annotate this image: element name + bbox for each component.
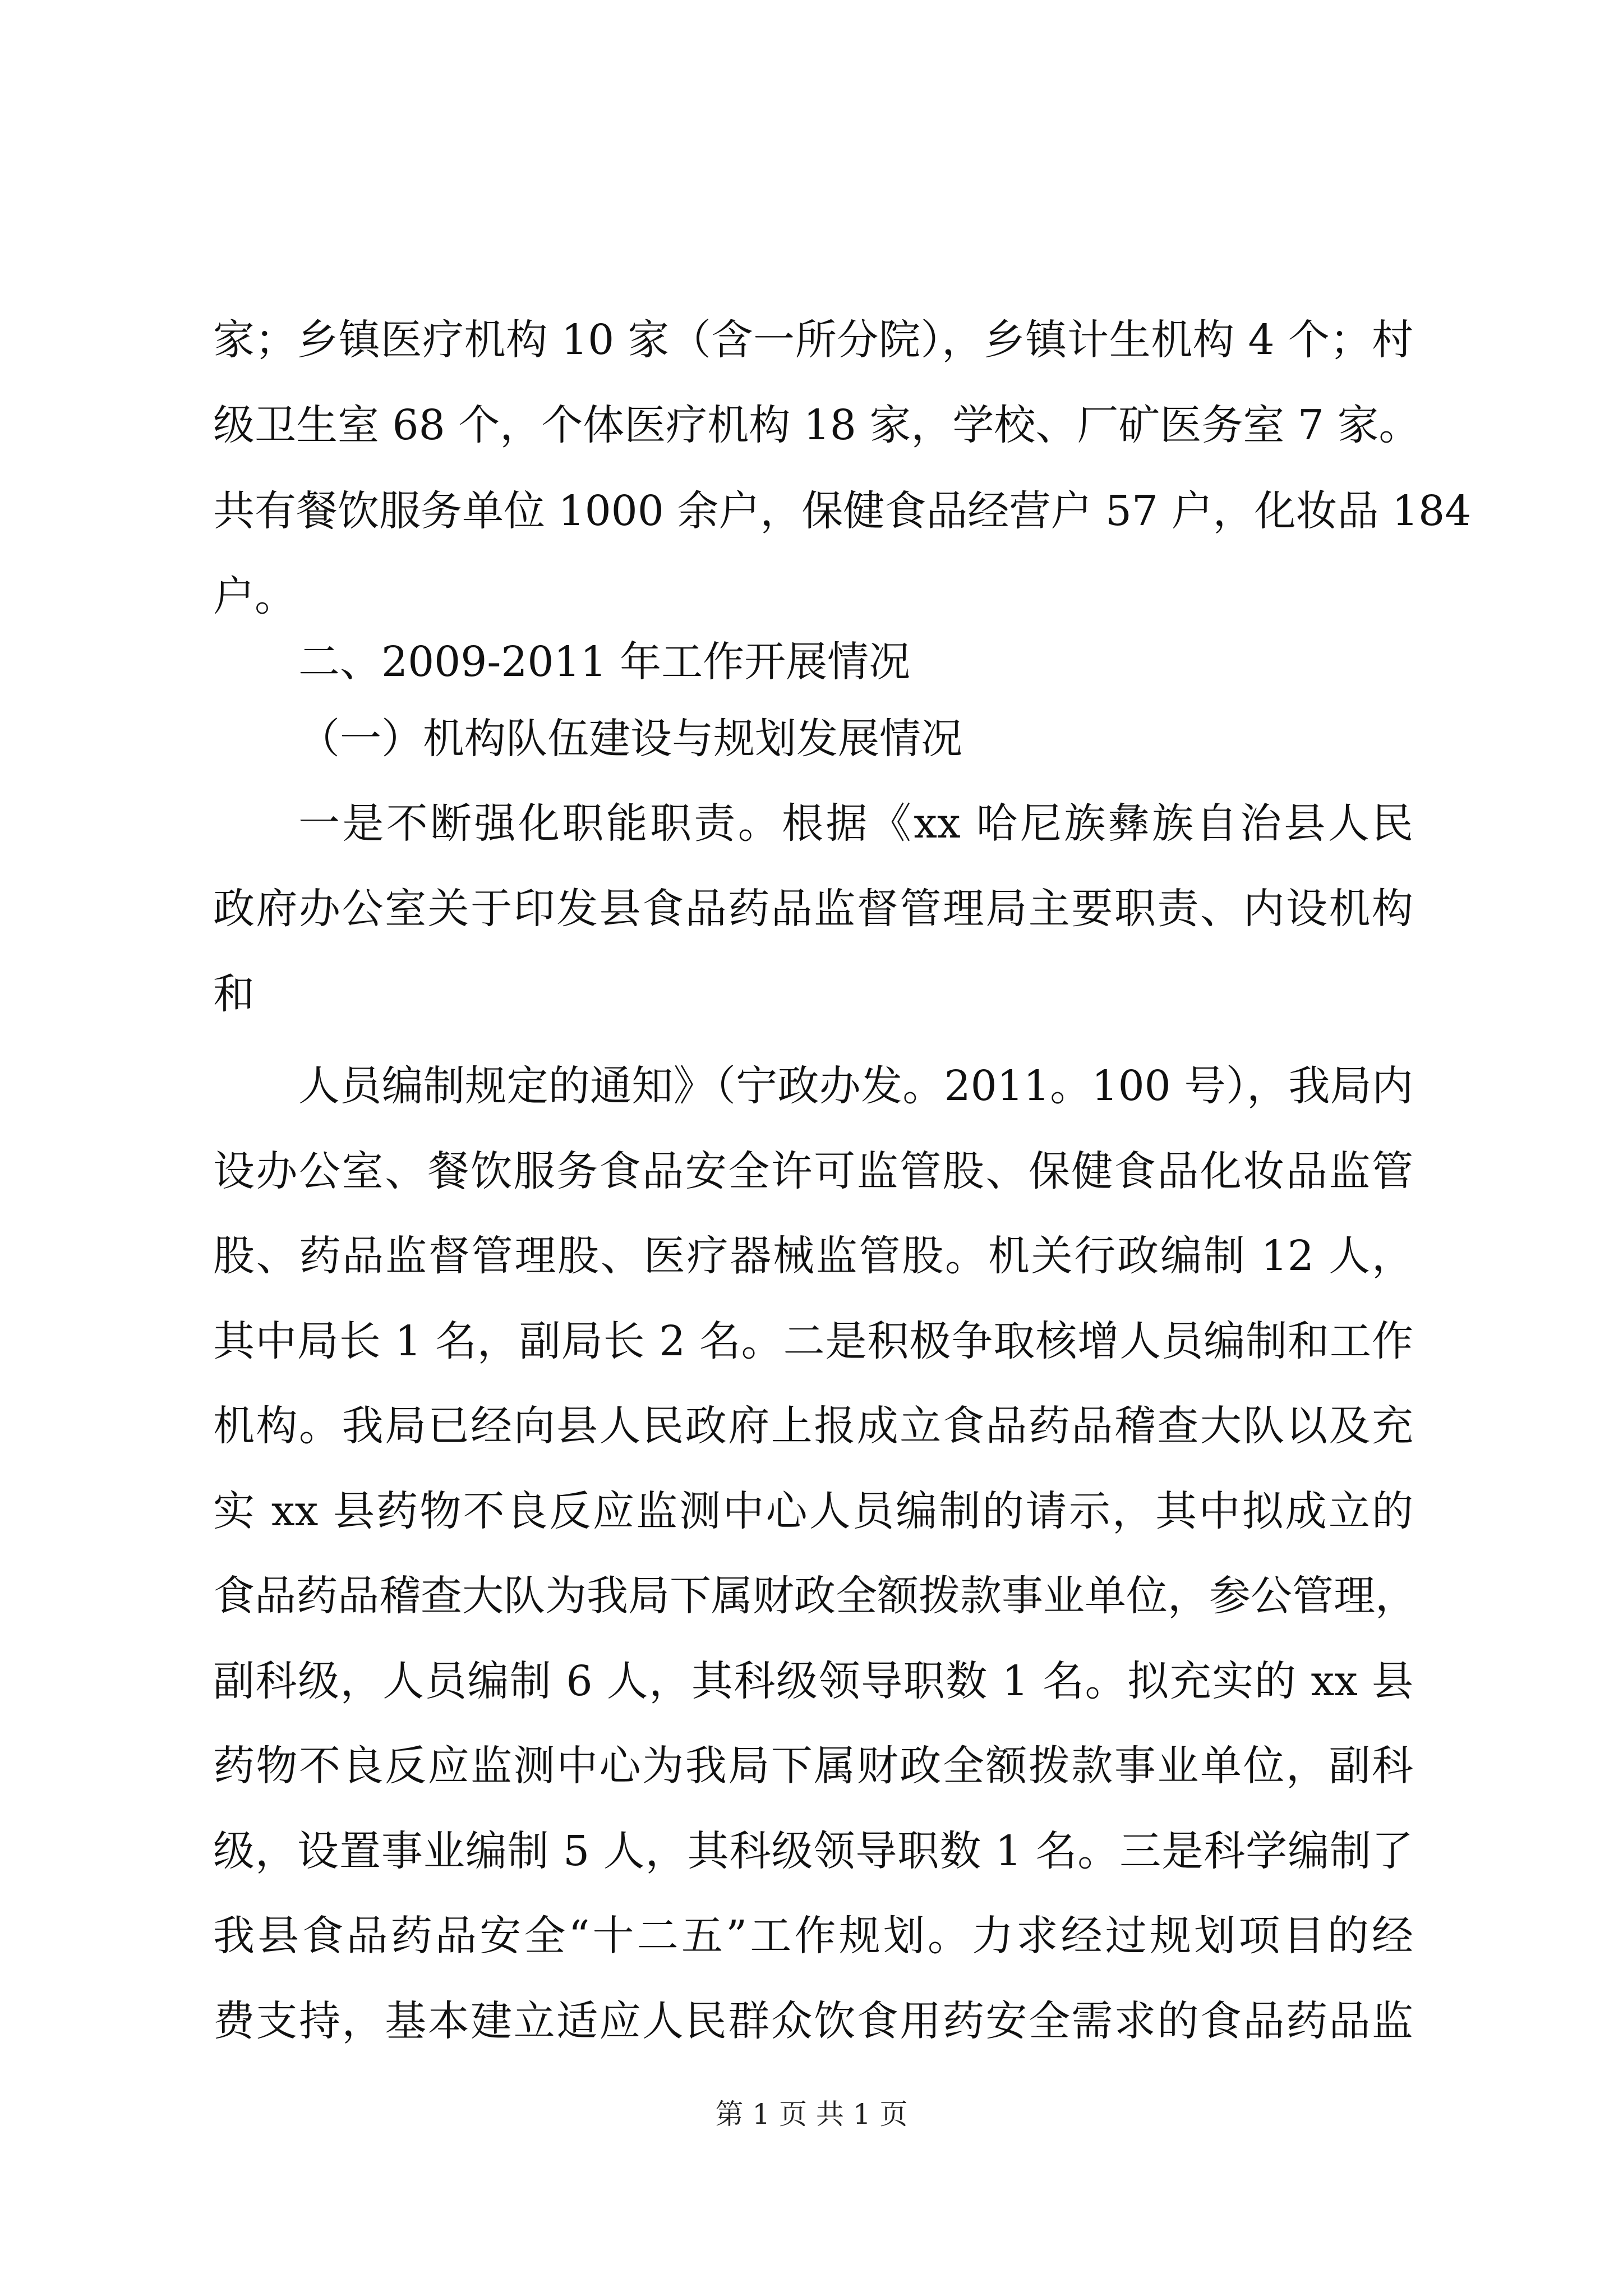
body-line-3: 共有餐饮服务单位 1000 余户，保健食品经营户 57 户，化妆品 184 bbox=[213, 487, 1472, 535]
body-line-18: 药物不良反应监测中心为我局下属财政全额拨款事业单位，副科 bbox=[213, 1742, 1413, 1790]
body-line-4: 户。 bbox=[213, 572, 296, 620]
body-line-14: 机构。我局已经向县人民政府上报成立食品药品稽查大队以及充 bbox=[213, 1402, 1413, 1450]
body-line-20: 我县食品药品安全“十二五”工作规划。力求经过规划项目的经 bbox=[213, 1912, 1413, 1960]
body-line-11: 设办公室、餐饮服务食品安全许可监管股、保健食品化妆品监管 bbox=[213, 1147, 1413, 1195]
body-line-15: 实 xx 县药物不良反应监测中心人员编制的请示，其中拟成立的 bbox=[213, 1487, 1413, 1535]
body-line-16: 食品药品稽查大队为我局下属财政全额拨款事业单位，参公管理， bbox=[213, 1572, 1417, 1620]
body-line-17: 副科级，人员编制 6 人，其科级领导职数 1 名。拟充实的 xx 县 bbox=[213, 1657, 1413, 1705]
body-line-8: 政府办公室关于印发县食品药品监督管理局主要职责、内设机构 bbox=[213, 885, 1413, 933]
subsection-heading: （一）机构队伍建设与规划发展情况 bbox=[298, 715, 962, 763]
body-line-19: 级，设置事业编制 5 人，其科级领导职数 1 名。三是科学编制了 bbox=[213, 1827, 1413, 1875]
body-line-1: 家；乡镇医疗机构 10 家（含一所分院），乡镇计生机构 4 个；村 bbox=[213, 316, 1413, 364]
body-line-7: 一是不断强化职能职责。根据《xx 哈尼族彝族自治县人民 bbox=[298, 799, 1413, 848]
page-footer: 第 1 页 共 1 页 bbox=[715, 2098, 908, 2131]
section-heading: 二、2009-2011 年工作开展情况 bbox=[298, 638, 911, 686]
body-line-9: 和 bbox=[213, 970, 255, 1018]
body-line-10: 人员编制规定的通知》（宁政办发。2011。100 号），我局内 bbox=[298, 1062, 1413, 1110]
body-line-13: 其中局长 1 名，副局长 2 名。二是积极争取核增人员编制和工作 bbox=[213, 1317, 1413, 1365]
body-line-21: 费支持，基本建立适应人民群众饮食用药安全需求的食品药品监 bbox=[213, 1997, 1413, 2045]
body-line-2: 级卫生室 68 个，个体医疗机构 18 家，学校、厂矿医务室 7 家。 bbox=[213, 401, 1421, 449]
body-line-12: 股、药品监督管理股、医疗器械监管股。机关行政编制 12 人， bbox=[213, 1232, 1413, 1280]
